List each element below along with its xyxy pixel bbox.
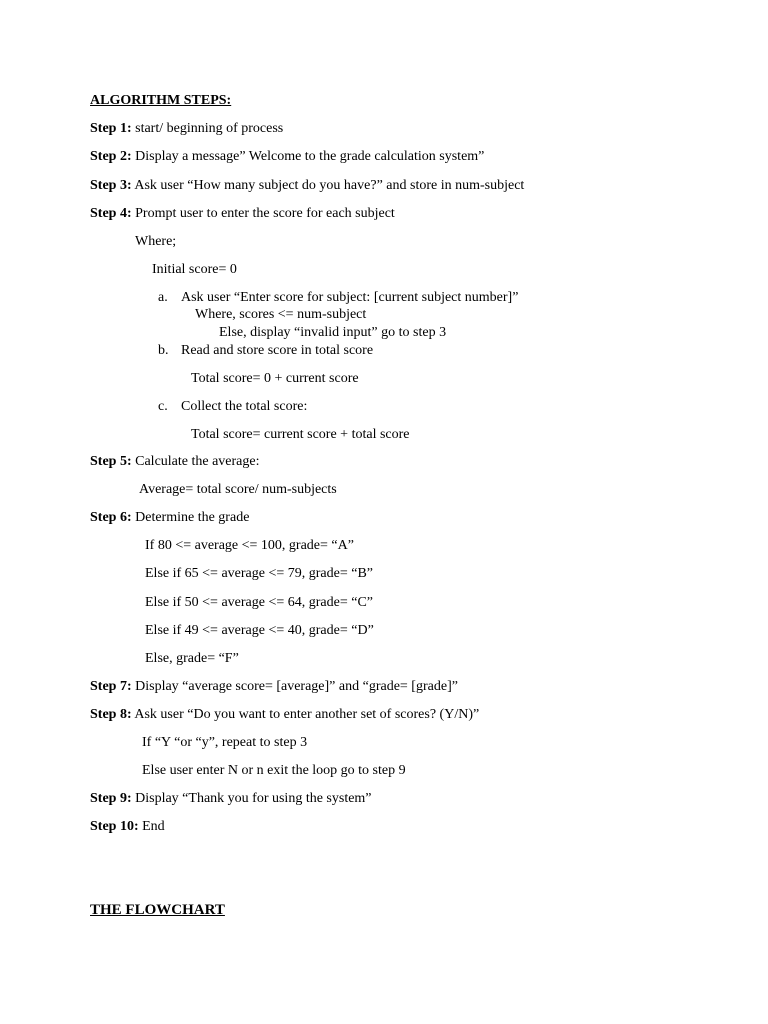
flowchart-heading: THE FLOWCHART bbox=[90, 902, 225, 918]
step-9 bbox=[90, 791, 372, 807]
step-6 bbox=[90, 510, 249, 526]
step-label: Step 3: bbox=[90, 178, 132, 193]
step-text: Ask user “Do you want to enter another set of scores? (Y/N)” bbox=[134, 707, 480, 722]
substep-c-formula: Total score= current score + total score bbox=[191, 427, 410, 442]
step5-formula: Average= total score/ num-subjects bbox=[139, 482, 337, 497]
substep-b-marker: b. bbox=[158, 343, 169, 358]
grade-condition: Else if 49 <= average <= 40, grade= “D” bbox=[145, 623, 374, 638]
step-8 bbox=[90, 707, 479, 723]
grade-condition: Else if 50 <= average <= 64, grade= “C” bbox=[145, 595, 374, 610]
step-5 bbox=[90, 454, 260, 470]
step-text: Display a message” Welcome to the grade calculation system” bbox=[135, 149, 485, 164]
step-7 bbox=[90, 679, 458, 695]
grade-condition: If 80 <= average <= 100, grade= “A” bbox=[145, 538, 354, 553]
step-label: Step 4: bbox=[90, 206, 132, 221]
substep-c-text: Collect the total score: bbox=[181, 399, 308, 414]
grade-condition: Else, grade= “F” bbox=[145, 651, 239, 666]
step-text: Display “average score= [average]” and “grade= [grade]” bbox=[135, 679, 458, 694]
step-text: Calculate the average: bbox=[135, 454, 260, 469]
substep-a-where: Where, scores <= num-subject bbox=[195, 307, 367, 322]
step-label: Step 7: bbox=[90, 679, 132, 694]
step-label: Step 6: bbox=[90, 510, 132, 525]
step8-condition: If “Y “or “y”, repeat to step 3 bbox=[142, 735, 308, 750]
step-text: End bbox=[142, 819, 165, 834]
step-3 bbox=[90, 178, 524, 194]
step-label: Step 8: bbox=[90, 707, 132, 722]
grade-condition: Else if 65 <= average <= 79, grade= “B” bbox=[145, 566, 374, 581]
step-label: Step 10: bbox=[90, 819, 139, 834]
substep-a-else: Else, display “invalid input” go to step 3 bbox=[219, 325, 447, 340]
step-1 bbox=[90, 121, 283, 137]
substep-c-marker: c. bbox=[158, 399, 168, 414]
step-4 bbox=[90, 206, 395, 222]
step-text: start/ beginning of process bbox=[135, 121, 284, 136]
substep-a-marker: a. bbox=[158, 290, 168, 305]
step-label: Step 1: bbox=[90, 121, 132, 136]
substep-a-text: Ask user “Enter score for subject: [current subject number]” bbox=[181, 290, 519, 305]
step-label: Step 5: bbox=[90, 454, 132, 469]
step-10 bbox=[90, 819, 165, 835]
substep-b-text: Read and store score in total score bbox=[181, 343, 374, 358]
step4-where: Where; bbox=[135, 234, 177, 249]
substep-b-formula: Total score= 0 + current score bbox=[191, 371, 359, 386]
step-text: Prompt user to enter the score for each subject bbox=[135, 206, 395, 221]
step-2 bbox=[90, 149, 484, 165]
step8-condition: Else user enter N or n exit the loop go to step 9 bbox=[142, 763, 406, 778]
step-text: Ask user “How many subject do you have?” and store in num-subject bbox=[134, 178, 525, 193]
step4-initial-score: Initial score= 0 bbox=[152, 262, 237, 277]
step-text: Determine the grade bbox=[135, 510, 250, 525]
step-label: Step 9: bbox=[90, 791, 132, 806]
step-text: Display “Thank you for using the system” bbox=[135, 791, 372, 806]
step-label: Step 2: bbox=[90, 149, 132, 164]
algorithm-heading: ALGORITHM STEPS: bbox=[90, 93, 232, 108]
